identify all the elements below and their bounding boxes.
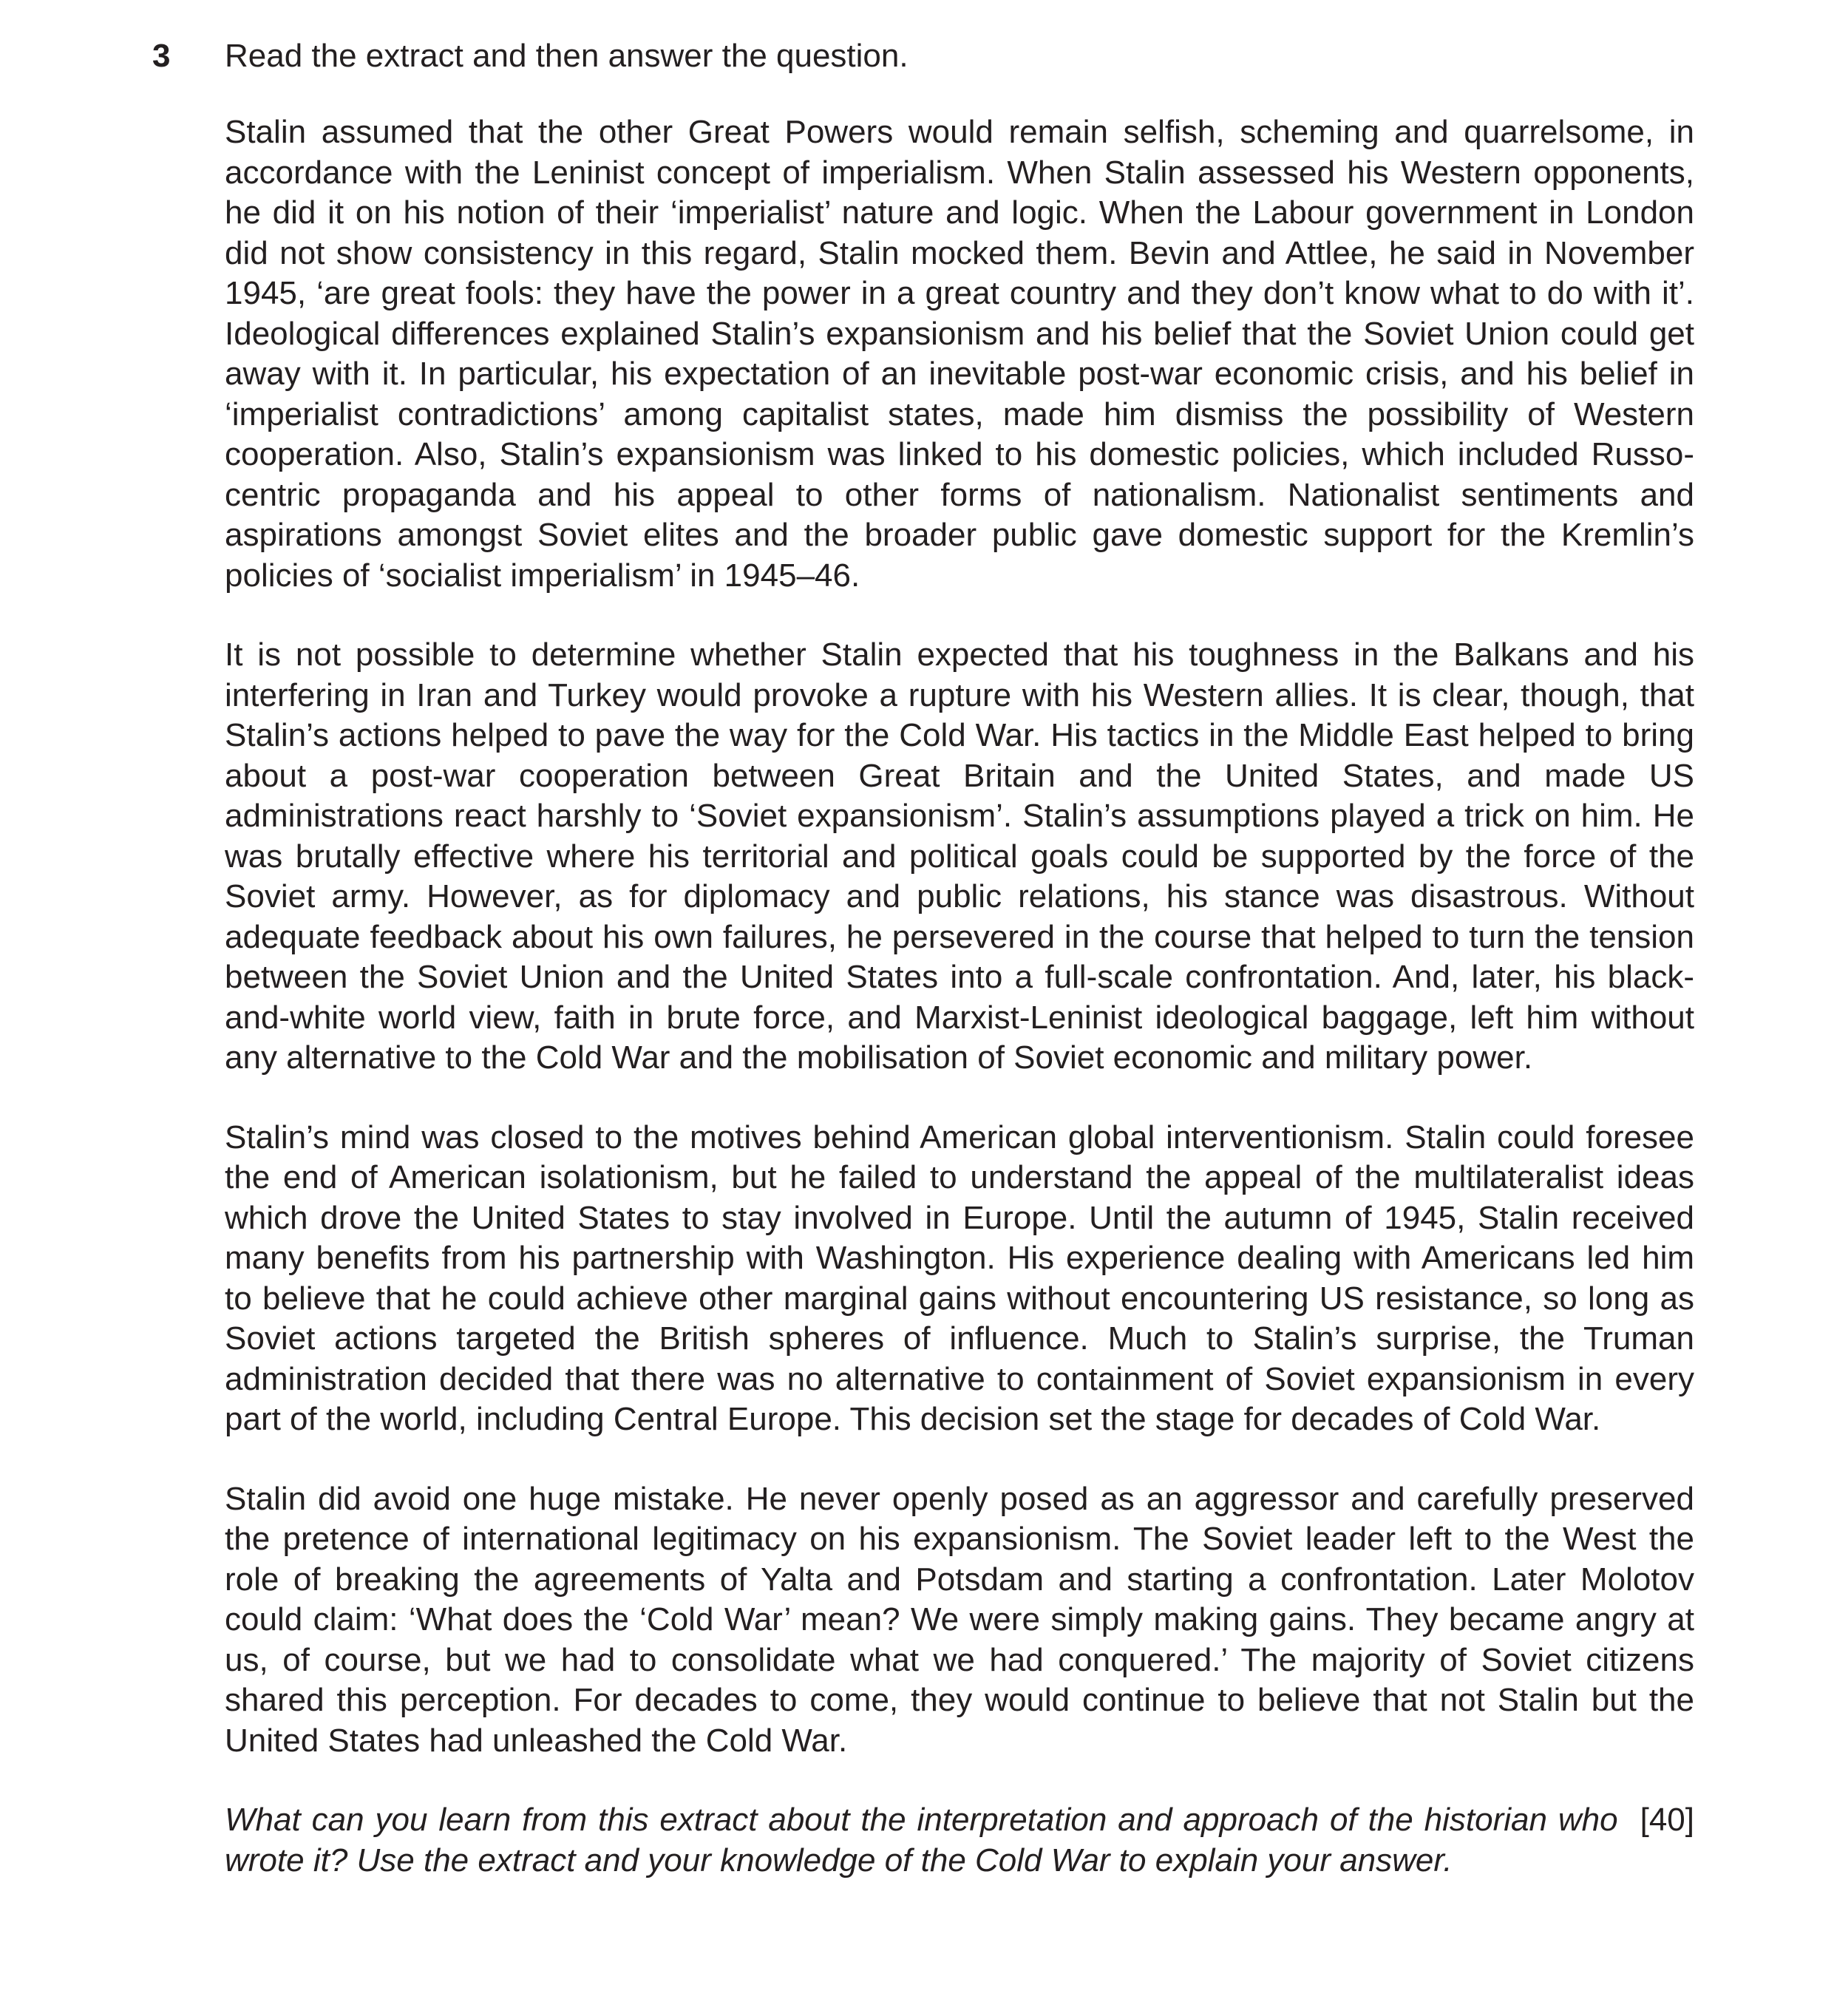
marks-allocation: [40] — [1640, 1802, 1694, 1838]
question-number: 3 — [152, 38, 171, 74]
extract-paragraph-2: It is not possible to determine whether Stalin expected that his toughness in the Balkans and his interfering in Iran and Turkey would provoke a rupture with his Western allies. It is clear, though, that Stalin’s actions helped to pave the way for the Cold War. His tactics in the Middle East helped to bring about a post-war cooperation between Great Britain and the United States, and made US administrations react harshly to ‘Soviet expansionism’. Stalin’s assumptions played a trick on him. He was brutally effective where his territorial and political goals could be supported by the force of the Soviet army. However, as for diplomacy and public relations, his stance was disastrous. Without adequate feedback about his own failures, he persevered in the course that helped to turn the tension between the Soviet Union and the United States into a full-scale confrontation. And, later, his black-and-white world view, faith in brute force, and Marxist-Leninist ideological baggage, left him without any alternative to the Cold War and the mobilisation of Soviet economic and military power. — [225, 637, 1694, 1076]
question-prompt — [225, 1800, 1694, 1881]
extract — [225, 112, 1694, 1761]
question-content — [225, 34, 1694, 1881]
question-prompt-text: What can you learn from this extract about the interpretation and approach of the historian who wrote it? Use the extract and your knowledge of the Cold War to explain your answer. — [225, 1802, 1618, 1878]
extract-paragraph-3: Stalin’s mind was closed to the motives behind American global interventionism. Stalin could foresee the end of American isolationism, but he failed to understand the appeal of the multilateralist ideas which drove the United States to stay involved in Europe. Until the autumn of 1945, Stalin received many benefits from his partnership with Washington. His experience dealing with Americans led him to believe that he could achieve other marginal gains without encountering US resistance, so long as Soviet actions targeted the British spheres of influence. Much to Stalin’s surprise, the Truman administration decided that there was no alternative to containment of Soviet expansionism in every part of the world, including Central Europe. This decision set the stage for decades of Cold War. — [225, 1119, 1694, 1437]
extract-paragraph-4: Stalin did avoid one huge mistake. He never openly posed as an aggressor and carefully preserved the pretence of international legitimacy on his expansionism. The Soviet leader left to the West the role of breaking the agreements of Yalta and Potsdam and starting a confrontation. Later Molotov could claim: ‘What does the ‘Cold War’ mean? We were simply making gains. They became angry at us, of course, but we had to consolidate what we had conquered.’ The majority of Soviet citizens shared this perception. For decades to come, they would continue to believe that not Stalin but the United States had unleashed the Cold War. — [225, 1480, 1694, 1759]
question-instruction: Read the extract and then answer the question. — [225, 38, 908, 74]
extract-paragraph-1: Stalin assumed that the other Great Powers would remain selfish, scheming and quarrelsome, in accordance with the Leninist concept of imperialism. When Stalin assessed his Western opponents, he did it on his notion of their ‘imperialist’ nature and logic. When the Labour government in London did not show consistency in this regard, Stalin mocked them. Bevin and Attlee, he said in November 1945, ‘are great fools: they have the power in a great country and they don’t know what to do with it’. Ideological differences explained Stalin’s expansionism and his belief that the Soviet Union could get away with it. In particular, his expectation of an inevitable post-war economic crisis, and his belief in ‘imperialist contradictions’ among capitalist states, made him dismiss the possibility of Western cooperation. Also, Stalin’s expansionism was linked to his domestic policies, which included Russo-centric propaganda and his appeal to other forms of nationalism. Nationalist sentiments and aspirations amongst Soviet elites and the broader public gave domestic support for the Kremlin’s policies of ‘socialist imperialism’ in 1945–46. — [225, 114, 1694, 594]
